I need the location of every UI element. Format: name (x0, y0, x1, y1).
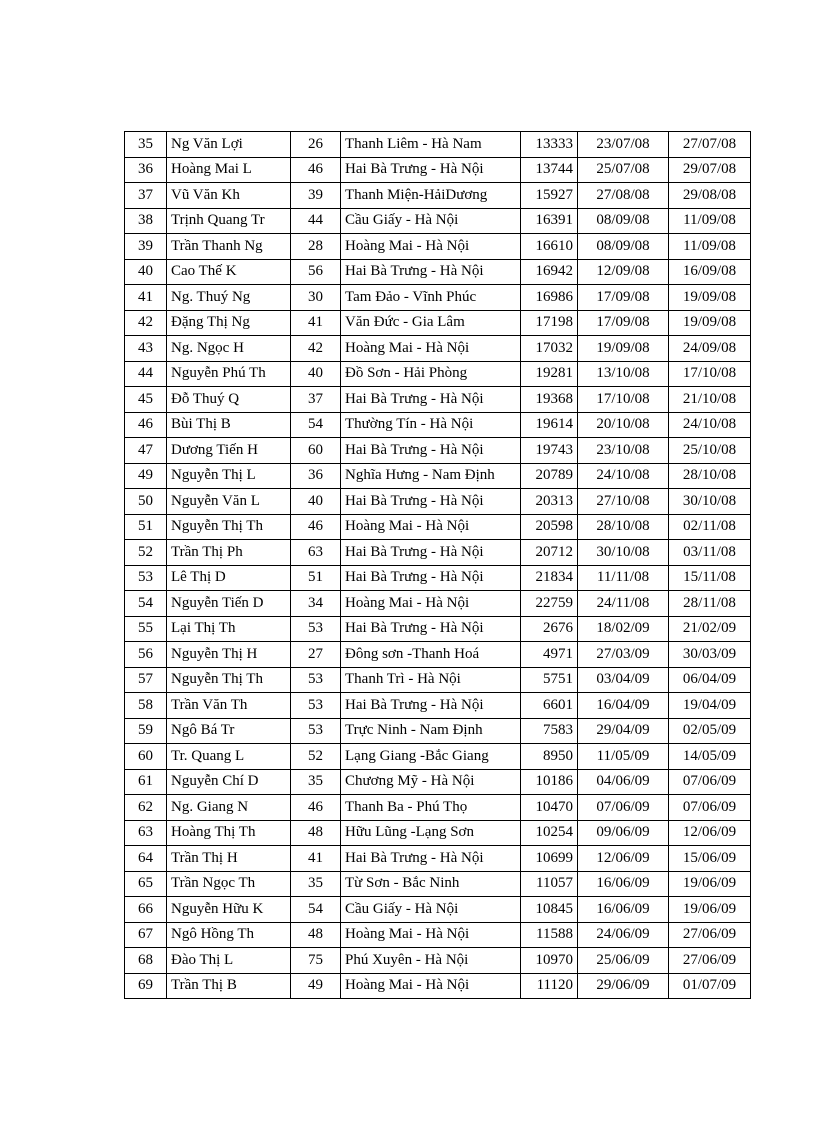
admission-date-cell: 25/07/08 (578, 157, 669, 183)
record-code-cell: 10470 (521, 795, 578, 821)
name-cell: Ng. Thuý Ng (167, 285, 291, 311)
table-row (125, 259, 751, 285)
admission-date-cell: 27/08/08 (578, 183, 669, 209)
row-number-cell: 67 (125, 922, 167, 948)
discharge-date-cell: 21/10/08 (669, 387, 751, 413)
address-cell: Trực Ninh - Nam Định (341, 718, 521, 744)
table-row (125, 412, 751, 438)
row-number-cell: 38 (125, 208, 167, 234)
address-cell: Cầu Giấy - Hà Nội (341, 208, 521, 234)
address-cell: Thường Tín - Hà Nội (341, 412, 521, 438)
discharge-date-cell: 27/06/09 (669, 922, 751, 948)
table-row (125, 591, 751, 617)
table-row (125, 769, 751, 795)
admission-date-cell: 17/09/08 (578, 285, 669, 311)
address-cell: Hoàng Mai - Hà Nội (341, 973, 521, 999)
row-number-cell: 43 (125, 336, 167, 362)
age-cell: 46 (291, 157, 341, 183)
record-code-cell: 11588 (521, 922, 578, 948)
table-row (125, 514, 751, 540)
age-cell: 48 (291, 922, 341, 948)
table-row (125, 820, 751, 846)
row-number-cell: 61 (125, 769, 167, 795)
row-number-cell: 56 (125, 642, 167, 668)
name-cell: Trần Ngọc Th (167, 871, 291, 897)
address-cell: Hai Bà Trưng - Hà Nội (341, 693, 521, 719)
table-row (125, 285, 751, 311)
row-number-cell: 57 (125, 667, 167, 693)
discharge-date-cell: 29/08/08 (669, 183, 751, 209)
table-row (125, 310, 751, 336)
record-code-cell: 10699 (521, 846, 578, 872)
name-cell: Lê Thị D (167, 565, 291, 591)
name-cell: Nguyễn Văn L (167, 489, 291, 515)
age-cell: 51 (291, 565, 341, 591)
admission-date-cell: 27/10/08 (578, 489, 669, 515)
row-number-cell: 66 (125, 897, 167, 923)
name-cell: Vũ Văn Kh (167, 183, 291, 209)
table-row (125, 795, 751, 821)
table-row (125, 744, 751, 770)
age-cell: 37 (291, 387, 341, 413)
address-cell: Hai Bà Trưng - Hà Nội (341, 565, 521, 591)
name-cell: Nguyễn Thị L (167, 463, 291, 489)
discharge-date-cell: 01/07/09 (669, 973, 751, 999)
name-cell: Ngô Bá Tr (167, 718, 291, 744)
row-number-cell: 46 (125, 412, 167, 438)
admission-date-cell: 25/06/09 (578, 948, 669, 974)
age-cell: 48 (291, 820, 341, 846)
admission-date-cell: 19/09/08 (578, 336, 669, 362)
name-cell: Đào Thị L (167, 948, 291, 974)
name-cell: Nguyễn Phú Th (167, 361, 291, 387)
discharge-date-cell: 19/06/09 (669, 871, 751, 897)
age-cell: 54 (291, 412, 341, 438)
age-cell: 27 (291, 642, 341, 668)
address-cell: Hai Bà Trưng - Hà Nội (341, 489, 521, 515)
age-cell: 41 (291, 846, 341, 872)
row-number-cell: 37 (125, 183, 167, 209)
age-cell: 41 (291, 310, 341, 336)
record-code-cell: 13744 (521, 157, 578, 183)
age-cell: 35 (291, 871, 341, 897)
admission-date-cell: 09/06/09 (578, 820, 669, 846)
discharge-date-cell: 25/10/08 (669, 438, 751, 464)
admission-date-cell: 08/09/08 (578, 208, 669, 234)
address-cell: Hoàng Mai - Hà Nội (341, 336, 521, 362)
admission-date-cell: 29/06/09 (578, 973, 669, 999)
admission-date-cell: 08/09/08 (578, 234, 669, 260)
table-row (125, 438, 751, 464)
admission-date-cell: 16/04/09 (578, 693, 669, 719)
name-cell: Trịnh Quang Tr (167, 208, 291, 234)
row-number-cell: 49 (125, 463, 167, 489)
record-code-cell: 15927 (521, 183, 578, 209)
age-cell: 54 (291, 897, 341, 923)
age-cell: 63 (291, 540, 341, 566)
admission-date-cell: 03/04/09 (578, 667, 669, 693)
table-row (125, 616, 751, 642)
discharge-date-cell: 19/06/09 (669, 897, 751, 923)
table-row (125, 387, 751, 413)
address-cell: Đồ Sơn - Hải Phòng (341, 361, 521, 387)
discharge-date-cell: 02/11/08 (669, 514, 751, 540)
name-cell: Ng Văn Lợi (167, 132, 291, 158)
discharge-date-cell: 28/11/08 (669, 591, 751, 617)
record-code-cell: 20598 (521, 514, 578, 540)
table-row (125, 132, 751, 158)
discharge-date-cell: 07/06/09 (669, 795, 751, 821)
record-code-cell: 10970 (521, 948, 578, 974)
record-code-cell: 4971 (521, 642, 578, 668)
admission-date-cell: 29/04/09 (578, 718, 669, 744)
age-cell: 40 (291, 489, 341, 515)
admission-date-cell: 23/07/08 (578, 132, 669, 158)
name-cell: Trần Thị Ph (167, 540, 291, 566)
patient-records-table (124, 131, 751, 999)
table-row (125, 540, 751, 566)
record-code-cell: 8950 (521, 744, 578, 770)
discharge-date-cell: 06/04/09 (669, 667, 751, 693)
name-cell: Ng. Giang N (167, 795, 291, 821)
row-number-cell: 42 (125, 310, 167, 336)
row-number-cell: 69 (125, 973, 167, 999)
address-cell: Thanh Ba - Phú Thọ (341, 795, 521, 821)
row-number-cell: 52 (125, 540, 167, 566)
address-cell: Hai Bà Trưng - Hà Nội (341, 157, 521, 183)
age-cell: 53 (291, 616, 341, 642)
discharge-date-cell: 11/09/08 (669, 234, 751, 260)
discharge-date-cell: 24/10/08 (669, 412, 751, 438)
row-number-cell: 41 (125, 285, 167, 311)
table-row (125, 922, 751, 948)
row-number-cell: 35 (125, 132, 167, 158)
table-row (125, 973, 751, 999)
table-row (125, 208, 751, 234)
discharge-date-cell: 28/10/08 (669, 463, 751, 489)
name-cell: Trần Thị B (167, 973, 291, 999)
address-cell: Tam Đảo - Vĩnh Phúc (341, 285, 521, 311)
table-row (125, 463, 751, 489)
age-cell: 52 (291, 744, 341, 770)
row-number-cell: 58 (125, 693, 167, 719)
name-cell: Trần Thanh Ng (167, 234, 291, 260)
discharge-date-cell: 21/02/09 (669, 616, 751, 642)
name-cell: Ngô Hồng Th (167, 922, 291, 948)
name-cell: Bùi Thị B (167, 412, 291, 438)
admission-date-cell: 12/06/09 (578, 846, 669, 872)
record-code-cell: 19281 (521, 361, 578, 387)
age-cell: 60 (291, 438, 341, 464)
row-number-cell: 63 (125, 820, 167, 846)
address-cell: Hai Bà Trưng - Hà Nội (341, 846, 521, 872)
table-row (125, 667, 751, 693)
table-row (125, 336, 751, 362)
admission-date-cell: 11/11/08 (578, 565, 669, 591)
discharge-date-cell: 19/09/08 (669, 310, 751, 336)
name-cell: Trần Thị H (167, 846, 291, 872)
discharge-date-cell: 17/10/08 (669, 361, 751, 387)
address-cell: Phú Xuyên - Hà Nội (341, 948, 521, 974)
row-number-cell: 36 (125, 157, 167, 183)
record-code-cell: 11120 (521, 973, 578, 999)
name-cell: Nguyễn Hữu K (167, 897, 291, 923)
row-number-cell: 44 (125, 361, 167, 387)
admission-date-cell: 17/10/08 (578, 387, 669, 413)
table-row (125, 897, 751, 923)
address-cell: Hoàng Mai - Hà Nội (341, 234, 521, 260)
record-code-cell: 19368 (521, 387, 578, 413)
table-row (125, 871, 751, 897)
name-cell: Nguyễn Thị H (167, 642, 291, 668)
admission-date-cell: 30/10/08 (578, 540, 669, 566)
table-row (125, 234, 751, 260)
row-number-cell: 45 (125, 387, 167, 413)
record-code-cell: 16610 (521, 234, 578, 260)
address-cell: Hai Bà Trưng - Hà Nội (341, 387, 521, 413)
name-cell: Ng. Ngọc H (167, 336, 291, 362)
discharge-date-cell: 03/11/08 (669, 540, 751, 566)
record-code-cell: 20313 (521, 489, 578, 515)
address-cell: Hoàng Mai - Hà Nội (341, 514, 521, 540)
row-number-cell: 65 (125, 871, 167, 897)
address-cell: Chương Mỹ - Hà Nội (341, 769, 521, 795)
discharge-date-cell: 14/05/09 (669, 744, 751, 770)
row-number-cell: 50 (125, 489, 167, 515)
address-cell: Văn Đức - Gia Lâm (341, 310, 521, 336)
name-cell: Tr. Quang L (167, 744, 291, 770)
name-cell: Đỗ Thuý Q (167, 387, 291, 413)
name-cell: Trần Văn Th (167, 693, 291, 719)
record-code-cell: 10254 (521, 820, 578, 846)
discharge-date-cell: 16/09/08 (669, 259, 751, 285)
address-cell: Hai Bà Trưng - Hà Nội (341, 616, 521, 642)
row-number-cell: 47 (125, 438, 167, 464)
row-number-cell: 39 (125, 234, 167, 260)
name-cell: Đặng Thị Ng (167, 310, 291, 336)
record-code-cell: 22759 (521, 591, 578, 617)
discharge-date-cell: 19/09/08 (669, 285, 751, 311)
age-cell: 26 (291, 132, 341, 158)
address-cell: Từ Sơn - Bắc Ninh (341, 871, 521, 897)
discharge-date-cell: 07/06/09 (669, 769, 751, 795)
name-cell: Dương Tiến H (167, 438, 291, 464)
age-cell: 40 (291, 361, 341, 387)
record-code-cell: 16986 (521, 285, 578, 311)
table-row (125, 183, 751, 209)
row-number-cell: 64 (125, 846, 167, 872)
table-row (125, 948, 751, 974)
record-code-cell: 19614 (521, 412, 578, 438)
record-code-cell: 21834 (521, 565, 578, 591)
row-number-cell: 68 (125, 948, 167, 974)
record-code-cell: 11057 (521, 871, 578, 897)
name-cell: Lại Thị Th (167, 616, 291, 642)
address-cell: Cầu Giấy - Hà Nội (341, 897, 521, 923)
row-number-cell: 60 (125, 744, 167, 770)
admission-date-cell: 11/05/09 (578, 744, 669, 770)
record-code-cell: 5751 (521, 667, 578, 693)
discharge-date-cell: 29/07/08 (669, 157, 751, 183)
admission-date-cell: 13/10/08 (578, 361, 669, 387)
admission-date-cell: 04/06/09 (578, 769, 669, 795)
table-row (125, 565, 751, 591)
name-cell: Hoàng Mai L (167, 157, 291, 183)
admission-date-cell: 16/06/09 (578, 871, 669, 897)
age-cell: 75 (291, 948, 341, 974)
record-code-cell: 10186 (521, 769, 578, 795)
admission-date-cell: 20/10/08 (578, 412, 669, 438)
row-number-cell: 51 (125, 514, 167, 540)
address-cell: Hoàng Mai - Hà Nội (341, 591, 521, 617)
table-row (125, 157, 751, 183)
admission-date-cell: 16/06/09 (578, 897, 669, 923)
row-number-cell: 55 (125, 616, 167, 642)
record-code-cell: 7583 (521, 718, 578, 744)
age-cell: 56 (291, 259, 341, 285)
address-cell: Hai Bà Trưng - Hà Nội (341, 540, 521, 566)
discharge-date-cell: 12/06/09 (669, 820, 751, 846)
table-row (125, 693, 751, 719)
age-cell: 53 (291, 718, 341, 744)
name-cell: Nguyễn Thị Th (167, 514, 291, 540)
address-cell: Thanh Liêm - Hà Nam (341, 132, 521, 158)
discharge-date-cell: 15/11/08 (669, 565, 751, 591)
discharge-date-cell: 27/07/08 (669, 132, 751, 158)
address-cell: Nghĩa Hưng - Nam Định (341, 463, 521, 489)
age-cell: 46 (291, 795, 341, 821)
age-cell: 34 (291, 591, 341, 617)
age-cell: 44 (291, 208, 341, 234)
table-row (125, 361, 751, 387)
address-cell: Đông sơn -Thanh Hoá (341, 642, 521, 668)
age-cell: 30 (291, 285, 341, 311)
age-cell: 39 (291, 183, 341, 209)
admission-date-cell: 27/03/09 (578, 642, 669, 668)
table-row (125, 846, 751, 872)
discharge-date-cell: 11/09/08 (669, 208, 751, 234)
age-cell: 28 (291, 234, 341, 260)
address-cell: Hai Bà Trưng - Hà Nội (341, 438, 521, 464)
age-cell: 35 (291, 769, 341, 795)
row-number-cell: 62 (125, 795, 167, 821)
address-cell: Thanh Trì - Hà Nội (341, 667, 521, 693)
record-code-cell: 19743 (521, 438, 578, 464)
address-cell: Thanh Miện-HảiDương (341, 183, 521, 209)
record-code-cell: 16942 (521, 259, 578, 285)
discharge-date-cell: 19/04/09 (669, 693, 751, 719)
record-code-cell: 20712 (521, 540, 578, 566)
row-number-cell: 53 (125, 565, 167, 591)
name-cell: Nguyễn Tiến D (167, 591, 291, 617)
discharge-date-cell: 30/10/08 (669, 489, 751, 515)
record-code-cell: 6601 (521, 693, 578, 719)
age-cell: 53 (291, 693, 341, 719)
address-cell: Hai Bà Trưng - Hà Nội (341, 259, 521, 285)
table-row (125, 718, 751, 744)
record-code-cell: 20789 (521, 463, 578, 489)
row-number-cell: 40 (125, 259, 167, 285)
address-cell: Hoàng Mai - Hà Nội (341, 922, 521, 948)
age-cell: 49 (291, 973, 341, 999)
age-cell: 36 (291, 463, 341, 489)
record-code-cell: 16391 (521, 208, 578, 234)
name-cell: Nguyễn Chí D (167, 769, 291, 795)
address-cell: Hữu Lũng -Lạng Sơn (341, 820, 521, 846)
row-number-cell: 54 (125, 591, 167, 617)
age-cell: 53 (291, 667, 341, 693)
table-row (125, 642, 751, 668)
admission-date-cell: 24/06/09 (578, 922, 669, 948)
discharge-date-cell: 27/06/09 (669, 948, 751, 974)
discharge-date-cell: 15/06/09 (669, 846, 751, 872)
admission-date-cell: 24/11/08 (578, 591, 669, 617)
name-cell: Nguyễn Thị Th (167, 667, 291, 693)
admission-date-cell: 24/10/08 (578, 463, 669, 489)
name-cell: Cao Thế K (167, 259, 291, 285)
age-cell: 42 (291, 336, 341, 362)
age-cell: 46 (291, 514, 341, 540)
record-code-cell: 13333 (521, 132, 578, 158)
discharge-date-cell: 24/09/08 (669, 336, 751, 362)
admission-date-cell: 18/02/09 (578, 616, 669, 642)
address-cell: Lạng Giang -Bắc Giang (341, 744, 521, 770)
discharge-date-cell: 02/05/09 (669, 718, 751, 744)
record-code-cell: 10845 (521, 897, 578, 923)
table-body (125, 132, 751, 999)
admission-date-cell: 23/10/08 (578, 438, 669, 464)
record-code-cell: 17198 (521, 310, 578, 336)
admission-date-cell: 17/09/08 (578, 310, 669, 336)
admission-date-cell: 28/10/08 (578, 514, 669, 540)
name-cell: Hoàng Thị Th (167, 820, 291, 846)
row-number-cell: 59 (125, 718, 167, 744)
table-row (125, 489, 751, 515)
admission-date-cell: 07/06/09 (578, 795, 669, 821)
admission-date-cell: 12/09/08 (578, 259, 669, 285)
discharge-date-cell: 30/03/09 (669, 642, 751, 668)
record-code-cell: 2676 (521, 616, 578, 642)
record-code-cell: 17032 (521, 336, 578, 362)
